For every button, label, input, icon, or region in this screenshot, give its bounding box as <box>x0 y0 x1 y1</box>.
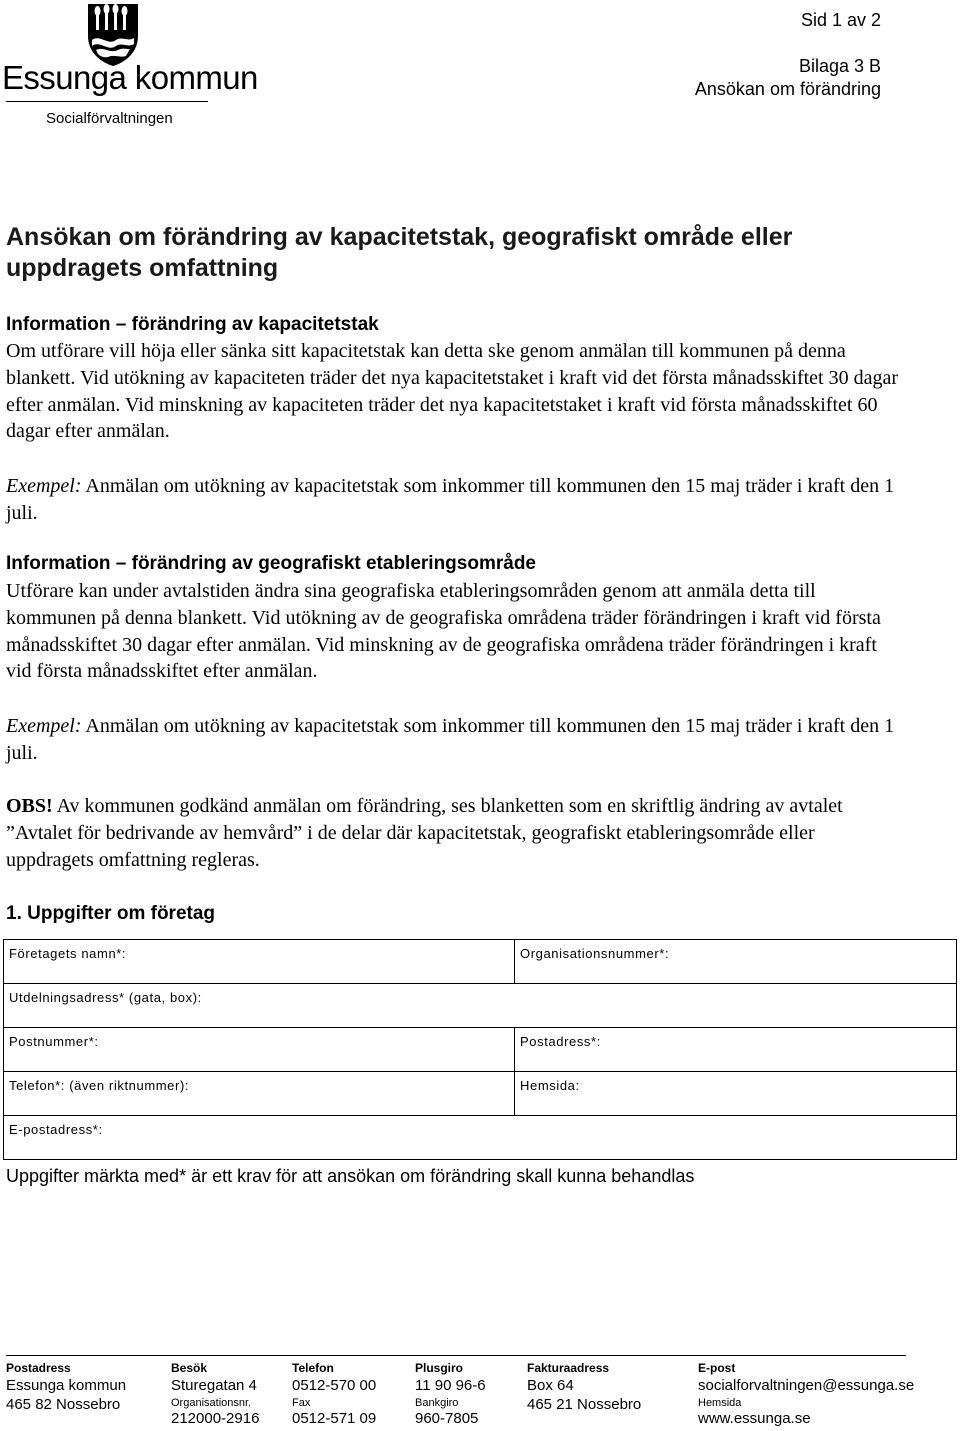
website-field[interactable] <box>515 1072 957 1116</box>
page-number: Sid 1 av 2 <box>800 10 881 30</box>
field-label: Företagets namn*: <box>9 946 127 961</box>
obs-text: Av kommunen godkänd anmälan om förändring, ses blanketten som en skriftlig ändring av avtalet ”Avtalet för bedrivande av hemvård” i de delar där kapacitetstak, geografiskt etableringsområde eller uppdragets omfattning regleras. <box>6 795 843 871</box>
document-title: Ansökan om förändring av kapacitetstak, geografiskt område eller uppdragets omfattning <box>6 223 793 282</box>
footer-email-column <box>698 1360 914 1428</box>
example-label: Exempel: <box>6 475 82 497</box>
footer-heading: Postadress <box>6 1361 71 1375</box>
footer-value: 212000-2916 <box>171 1410 260 1427</box>
footer-value: 11 90 96-6 <box>415 1377 486 1394</box>
footer-subheading: Bankgiro <box>415 1397 459 1409</box>
postal-code-field[interactable] <box>4 1028 515 1072</box>
postal-city-field[interactable] <box>515 1028 957 1072</box>
footer-value: 465 82 Nossebro <box>6 1396 121 1413</box>
area-example <box>6 713 906 767</box>
footer-heading: Fakturaadress <box>527 1361 610 1375</box>
footer-heading: Telefon <box>292 1361 334 1375</box>
footer-subheading: Organisationsnr. <box>171 1397 252 1409</box>
phone-field[interactable] <box>4 1072 515 1116</box>
attachment-label: Bilaga 3 B <box>798 56 881 76</box>
footer-heading: E-post <box>698 1361 736 1375</box>
footer-website-link[interactable]: www.essunga.se <box>698 1410 811 1427</box>
company-details-form <box>3 939 957 1160</box>
field-label: Organisationsnummer*: <box>520 946 670 961</box>
required-fields-note: Uppgifter märkta med* är ett krav för att ansökan om förändring skall kunna behandlas <box>6 1166 695 1186</box>
organization-name: Essunga kommun <box>2 59 258 96</box>
footer-value: Sturegatan 4 <box>171 1377 257 1394</box>
obs-label: OBS! <box>6 795 53 817</box>
company-name-field[interactable] <box>4 940 515 984</box>
field-label: E-postadress*: <box>9 1122 103 1137</box>
org-number-field[interactable] <box>515 940 957 984</box>
capacity-info-body: Om utförare vill höja eller sänka sitt kapacitetstak kan detta ske genom anmälan till kommunen på denna blankett. Vid utökning av kapaciteten träder det nya kapacitetstaket i kraft vid det första månadsskiftet 30 dagar efter anmälan. Vid minskning av kapaciteten träder det nya kapacitetstaket i kraft vid första månadsskiftet 60 dagar efter anmälan. <box>6 340 899 443</box>
field-label: Telefon*: (även riktnummer): <box>9 1078 190 1093</box>
footer-value: 0512-571 09 <box>292 1410 377 1427</box>
obs-note <box>6 793 906 873</box>
footer-value: 960-7805 <box>415 1410 479 1427</box>
footer-heading: Besök <box>171 1361 208 1375</box>
logo-divider <box>6 101 208 102</box>
delivery-address-field[interactable] <box>4 984 957 1028</box>
footer-divider <box>6 1355 906 1356</box>
footer-value: 0512-570 00 <box>292 1377 377 1394</box>
footer-value: 465 21 Nossebro <box>527 1396 642 1413</box>
example-text: Anmälan om utökning av kapacitetstak som inkommer till kommunen den 15 maj träder i kraft den 1 juli. <box>6 715 895 764</box>
field-label: Postnummer*: <box>9 1034 99 1049</box>
footer-visit-column <box>171 1360 259 1428</box>
footer-phone-column <box>292 1360 376 1428</box>
footer-subheading: Hemsida <box>698 1397 742 1409</box>
field-label: Hemsida: <box>520 1078 580 1093</box>
department-name: Socialförvaltningen <box>46 110 173 127</box>
footer-value: Box 64 <box>527 1377 574 1394</box>
footer-invoice-column <box>527 1360 641 1414</box>
area-info-heading: Information – förändring av geografiskt etableringsområde <box>6 553 536 574</box>
footer-email-link[interactable]: socialforvaltningen@essunga.se <box>698 1377 915 1394</box>
area-info-body: Utförare kan under avtalstiden ändra sina geografiska etableringsområden genom att anmäla detta till kommunen på denna blankett. Vid utökning av de geografiska områdena träder förändringen i kraft vid första månadsskiftet 30 dagar efter anmälan. Vid minskning av de geografiska områdena träder förändringen i kraft vid första månadsskiftet efter anmälan. <box>6 580 881 683</box>
footer-plusgiro-column <box>415 1360 486 1428</box>
capacity-example <box>6 473 906 527</box>
footer-value: Essunga kommun <box>6 1377 127 1394</box>
field-label: Postadress*: <box>520 1034 601 1049</box>
footer-postal-column <box>6 1360 126 1414</box>
email-field[interactable] <box>4 1116 957 1160</box>
footer-subheading: Fax <box>292 1397 311 1409</box>
company-section-heading: 1. Uppgifter om företag <box>6 903 216 924</box>
example-label: Exempel: <box>6 715 82 737</box>
document-reference: Ansökan om förändring <box>694 79 881 99</box>
example-text: Anmälan om utökning av kapacitetstak som inkommer till kommunen den 15 maj träder i kraft den 1 juli. <box>6 475 895 524</box>
field-label: Utdelningsadress* (gata, box): <box>9 990 202 1005</box>
footer-heading: Plusgiro <box>415 1361 464 1375</box>
capacity-info-heading: Information – förändring av kapacitetstak <box>6 314 379 335</box>
